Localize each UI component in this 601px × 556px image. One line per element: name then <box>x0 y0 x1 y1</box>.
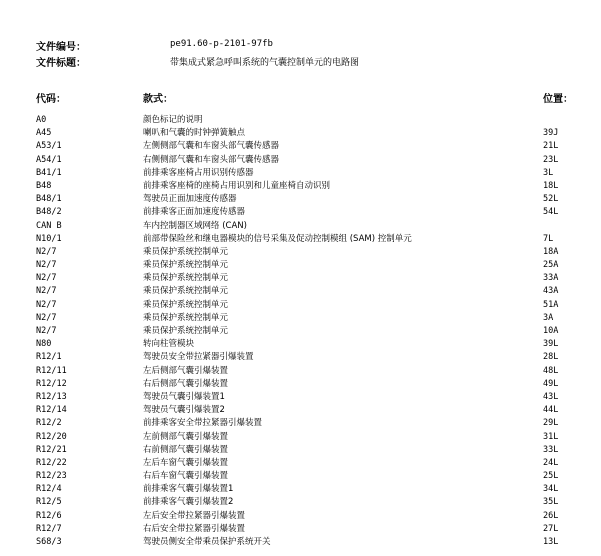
row-description: 右前侧部气囊引爆装置 <box>143 444 229 455</box>
table-row <box>0 338 601 351</box>
table-row <box>0 127 601 140</box>
document-title-label: 文件标题： <box>36 58 86 69</box>
row-code: R12/1 <box>36 352 62 363</box>
table-row <box>0 351 601 364</box>
row-code: R12/4 <box>36 484 62 495</box>
row-position: 39L <box>543 339 559 350</box>
row-description: 左侧侧部气囊和车窗头部气囊传感器 <box>143 141 280 152</box>
row-position: 34L <box>543 484 559 495</box>
row-position: 43L <box>543 391 559 402</box>
row-description: 前部带保险丝和继电器模块的信号采集及促动控制模组 (SAM) 控制单元 <box>143 233 412 244</box>
row-position: 44L <box>543 405 559 416</box>
row-position: 43A <box>543 286 559 297</box>
header-pos: 位置： <box>543 94 573 105</box>
row-description: 转向柱管模块 <box>143 339 195 350</box>
row-description: 前排乘客气囊引爆装置2 <box>143 497 234 508</box>
row-position: 25L <box>543 471 559 482</box>
table-row <box>0 220 601 233</box>
row-position: 51A <box>543 299 559 310</box>
row-position: 26L <box>543 510 559 521</box>
row-code: N2/7 <box>36 299 57 310</box>
row-code: R12/14 <box>36 405 67 416</box>
table-row <box>0 114 601 127</box>
table-row <box>0 510 601 523</box>
row-description: 前排乘客座椅的座椅占用识别和儿童座椅自动识别 <box>143 180 331 191</box>
row-description: 乘员保护系统控制单元 <box>143 312 229 323</box>
row-description: 乘员保护系统控制单元 <box>143 326 229 336</box>
row-position: 33L <box>543 444 559 455</box>
table-row <box>0 167 601 180</box>
row-code: A0 <box>36 115 47 125</box>
table-row <box>0 496 601 509</box>
row-position: 27L <box>543 523 559 534</box>
row-code: N2/7 <box>36 312 57 323</box>
table-row <box>0 378 601 391</box>
row-code: N2/7 <box>36 273 57 284</box>
row-description: 车内控制器区域网络 (CAN) <box>143 220 247 231</box>
document-number-label: 文件编号： <box>36 42 86 53</box>
row-position: 23L <box>543 154 559 165</box>
row-description: 乘员保护系统控制单元 <box>143 286 229 297</box>
row-code: R12/7 <box>36 523 62 534</box>
row-code: R12/2 <box>36 418 62 429</box>
row-position: 54L <box>543 207 559 218</box>
row-position: 25A <box>543 260 559 271</box>
table-row <box>0 417 601 430</box>
row-description: 驾驶员气囊引爆装置2 <box>143 405 225 416</box>
row-position: 24L <box>543 457 559 468</box>
table-row <box>0 483 601 496</box>
row-position: 29L <box>543 418 559 429</box>
row-code: A45 <box>36 128 52 139</box>
row-description: 左后侧部气囊引爆装置 <box>143 365 229 376</box>
row-position: 49L <box>543 378 559 389</box>
row-position: 35L <box>543 497 559 508</box>
table-row <box>0 431 601 444</box>
header-desc: 款式： <box>143 94 173 105</box>
row-position: 48L <box>543 365 559 376</box>
row-code: R12/22 <box>36 457 67 468</box>
row-description: 乘员保护系统控制单元 <box>143 273 229 284</box>
row-code: R12/12 <box>36 378 67 389</box>
row-description: 乘员保护系统控制单元 <box>143 299 229 310</box>
table-row <box>0 259 601 272</box>
row-position: 31L <box>543 431 559 442</box>
row-position: 33A <box>543 273 559 284</box>
table-row <box>0 457 601 470</box>
row-code: CAN B <box>36 220 62 231</box>
row-description: 前排乘客气囊引爆装置1 <box>143 484 234 495</box>
row-description: 右后安全带拉紧器引爆装置 <box>143 523 246 534</box>
row-code: B48/2 <box>36 207 62 218</box>
table-row <box>0 470 601 483</box>
row-description: 颜色标记的说明 <box>143 115 203 125</box>
row-description: 右侧侧部气囊和车窗头部气囊传感器 <box>143 154 280 165</box>
row-description: 前排乘客安全带拉紧器引爆装置 <box>143 418 263 429</box>
row-code: A53/1 <box>36 141 62 152</box>
row-code: B48/1 <box>36 194 62 205</box>
row-code: N2/7 <box>36 260 57 271</box>
row-description: 右后侧部气囊引爆装置 <box>143 378 229 389</box>
row-description: 乘员保护系统控制单元 <box>143 260 229 271</box>
row-position: 21L <box>543 141 559 152</box>
row-position: 3L <box>543 167 554 178</box>
table-row <box>0 154 601 167</box>
row-code: B41/1 <box>36 167 62 178</box>
row-code: R12/13 <box>36 391 67 402</box>
row-description: 左后车窗气囊引爆装置 <box>143 457 229 468</box>
row-code: R12/20 <box>36 431 67 442</box>
table-row <box>0 536 601 549</box>
row-code: N2/7 <box>36 246 57 257</box>
table-row <box>0 180 601 193</box>
row-description: 喇叭和气囊的时钟弹簧触点 <box>143 128 246 139</box>
table-row <box>0 285 601 298</box>
row-position: 13L <box>543 537 559 547</box>
row-code: R12/5 <box>36 497 62 508</box>
row-description: 驾驶员安全带拉紧器引爆装置 <box>143 352 254 363</box>
table-row <box>0 444 601 457</box>
row-description: 右后车窗气囊引爆装置 <box>143 471 229 482</box>
table-row <box>0 272 601 285</box>
row-description: 前排乘客正面加速度传感器 <box>143 207 246 218</box>
table-row <box>0 246 601 259</box>
table-row <box>0 325 601 338</box>
component-table <box>0 114 601 549</box>
row-code: R12/23 <box>36 471 67 482</box>
row-code: N10/1 <box>36 233 62 244</box>
row-code: R12/6 <box>36 510 62 521</box>
row-code: R12/11 <box>36 365 67 376</box>
row-code: R12/21 <box>36 444 67 455</box>
table-row <box>0 233 601 246</box>
table-row <box>0 206 601 219</box>
row-description: 左前侧部气囊引爆装置 <box>143 431 229 442</box>
document-title-value: 带集成式紧急呼叫系统的气囊控制单元的电路图 <box>170 58 360 68</box>
row-code: S68/3 <box>36 537 62 547</box>
row-description: 乘员保护系统控制单元 <box>143 246 229 257</box>
row-code: N2/7 <box>36 286 57 297</box>
row-code: A54/1 <box>36 154 62 165</box>
row-description: 驾驶员气囊引爆装置1 <box>143 391 225 402</box>
header-code: 代码： <box>36 94 66 105</box>
table-row <box>0 140 601 153</box>
row-code: N80 <box>36 339 52 350</box>
row-description: 驾驶员正面加速度传感器 <box>143 194 237 205</box>
row-description: 左后安全带拉紧器引爆装置 <box>143 510 246 521</box>
row-description: 驾驶员侧安全带乘员保护系统开关 <box>143 537 271 547</box>
table-row <box>0 193 601 206</box>
row-code: B48 <box>36 180 52 191</box>
row-position: 10A <box>543 326 559 336</box>
table-row <box>0 365 601 378</box>
table-row <box>0 404 601 417</box>
table-row <box>0 523 601 536</box>
document-number-value: pe91.60-p-2101-97fb <box>170 39 273 49</box>
row-description: 前排乘客座椅占用识别传感器 <box>143 167 254 178</box>
row-position: 18A <box>543 246 559 257</box>
row-position: 28L <box>543 352 559 363</box>
row-code: N2/7 <box>36 326 57 336</box>
row-position: 39J <box>543 128 559 139</box>
row-position: 18L <box>543 180 559 191</box>
row-position: 52L <box>543 194 559 205</box>
table-row <box>0 299 601 312</box>
table-row <box>0 312 601 325</box>
table-row <box>0 391 601 404</box>
row-position: 7L <box>543 233 554 244</box>
row-position: 3A <box>543 312 554 323</box>
